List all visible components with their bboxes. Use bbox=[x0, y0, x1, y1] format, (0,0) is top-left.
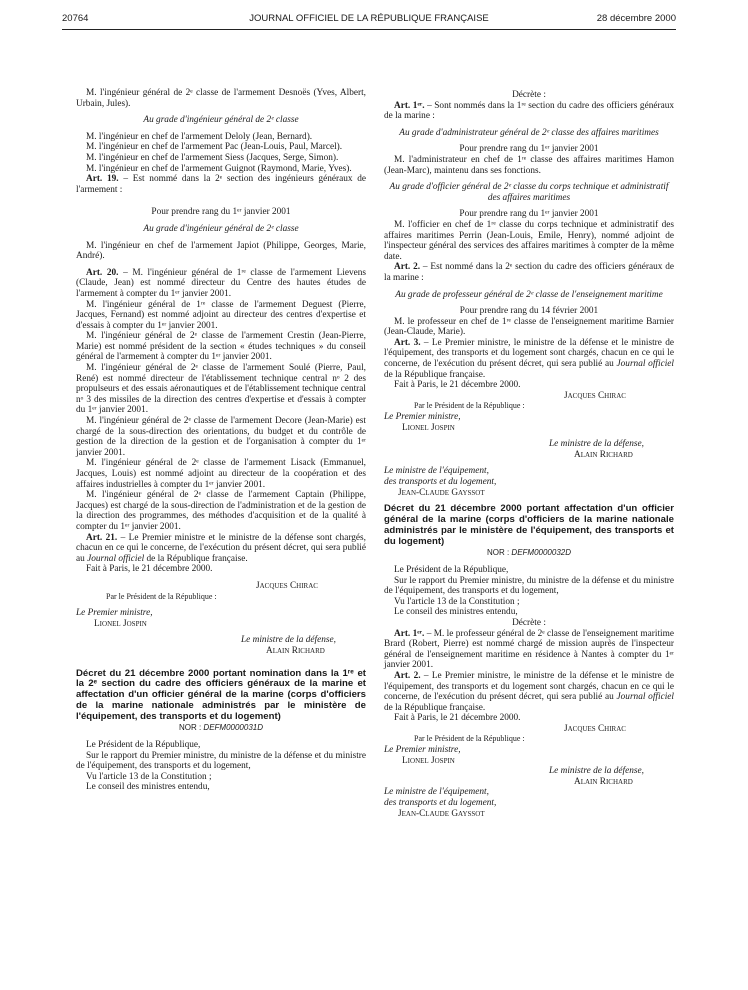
paragraph: M. l'ingénieur en chef de l'armement Siess (Jacques, Serge, Simon). bbox=[86, 152, 339, 163]
article-text: – Sont nommés dans la 1ʳᵉ section du cadre des officiers généraux de la marine : bbox=[384, 100, 674, 122]
paragraph: Sur le rapport du Premier ministre, du ministre de la défense et du ministre de l'équipement, des transports et du logement, bbox=[384, 575, 674, 597]
paragraph: Vu l'article 13 de la Constitution ; bbox=[394, 596, 520, 607]
defense-title: Le ministre de la défense, bbox=[241, 635, 336, 646]
paragraph: Le conseil des ministres entendu, bbox=[394, 607, 518, 618]
rank-date: Pour prendre rang du 14 février 2001 bbox=[459, 306, 599, 317]
equipment-title-2: des transports et du logement, bbox=[384, 477, 497, 487]
pm-title: Le Premier ministre, bbox=[76, 608, 153, 619]
equipment-title: Le ministre de l'équipement, bbox=[384, 466, 489, 477]
article-text: – M. le professeur général de 2ᵉ classe de l'enseignement maritime Brard (Robert, Pierre) est nommé chargé de mission auprès de l'inspecteur général de l'enseignement maritime en résidence à Nantes à compter du 1ᵉʳ janvier 2001. bbox=[384, 628, 674, 671]
rank-date: Pour prendre rang du 1ᵉʳ janvier 2001 bbox=[459, 209, 599, 220]
article-21 bbox=[76, 533, 366, 565]
article-label: Art. 1ᵉʳ. bbox=[394, 100, 425, 111]
defense-name: Alain Richard bbox=[266, 645, 325, 656]
defense-name: Alain Richard bbox=[574, 449, 633, 460]
paragraph: M. l'ingénieur général de 2ᵉ classe de l'armement Captain (Philippe, Jacques) est chargé de la sous-direction de l'administration et de la gestion de la direction des programmes, des méthodes d'acquisition et de la qualité à compter du 1ᵉʳ janvier 2001. bbox=[76, 490, 366, 532]
article-label: Art. 21. bbox=[86, 532, 118, 543]
header-rule bbox=[62, 29, 676, 30]
grade-heading: Au grade d'ingénieur général de 2ᵉ classe bbox=[143, 223, 299, 234]
article-text: – Le Premier ministre, le ministre de la défense et le ministre de l'équipement, des transports et du logement sont chargés, chacun en ce qui le concerne, de l'exécution du présent décret, qui sera publié au bbox=[384, 337, 674, 370]
pm-name: Lionel Jospin bbox=[402, 422, 455, 433]
pm-title: Le Premier ministre, bbox=[384, 745, 461, 756]
article-text-end: de la République française. bbox=[384, 702, 486, 713]
equipment-title-2: des transports et du logement, bbox=[384, 798, 497, 809]
article-1 bbox=[384, 101, 674, 122]
page-number: 20764 bbox=[62, 13, 89, 24]
decrete: Décrète : bbox=[512, 90, 546, 100]
paragraph: Le conseil des ministres entendu, bbox=[86, 782, 210, 793]
paragraph: Le Président de la République, bbox=[86, 740, 201, 751]
article-label: Art. 2. bbox=[394, 262, 421, 273]
rank-date: Pour prendre rang du 1ᵉʳ janvier 2001 bbox=[151, 207, 291, 218]
signed-date: Fait à Paris, le 21 décembre 2000. bbox=[86, 564, 213, 575]
article-text-end: de la République française. bbox=[384, 369, 486, 380]
paragraph: Le Président de la République, bbox=[394, 564, 509, 575]
article-label: Art. 20. bbox=[86, 267, 119, 278]
paragraph: M. l'ingénieur en chef de l'armement Deloly (Jean, Bernard). bbox=[86, 131, 313, 142]
article-2 bbox=[384, 671, 674, 713]
paragraph: M. l'ingénieur général de 2ᵉ classe de l'armement Decore (Jean-Marie) est chargé de la sous-direction des orientations, du budget et du contrôle de gestion de la direction de la gestion et de l'organisation à compter du 1ᵉʳ janvier 2001. bbox=[76, 416, 366, 458]
par-president: Par le Président de la République : bbox=[414, 734, 525, 744]
paragraph: Vu l'article 13 de la Constitution ; bbox=[86, 771, 212, 782]
article-label: Art. 3. bbox=[394, 337, 421, 348]
page-header bbox=[62, 13, 676, 27]
paragraph: M. l'ingénieur en chef de l'armement Pac (Jean-Louis, Paul, Marcel). bbox=[86, 142, 343, 153]
article-text: – Le Premier ministre et le ministre de la défense sont chargés, chacun en ce qui le concerne, de l'exécution du présent décret, qui sera publié au bbox=[76, 532, 366, 564]
right-column bbox=[384, 90, 674, 819]
article-3 bbox=[384, 338, 674, 380]
article-label: Art. 19. bbox=[86, 174, 119, 185]
article-text-end: de la République française. bbox=[144, 553, 248, 564]
nor-code: DEFM0000031D bbox=[203, 723, 264, 733]
nor-label: NOR : bbox=[486, 548, 512, 558]
defense-title: Le ministre de la défense, bbox=[549, 439, 644, 450]
paragraph: M. l'ingénieur général de 1ʳᵉ classe de l'armement Deguest (Pierre, Jacques, Fernand) est nommé adjoint au directeur des centres d'expertise et d'essais à compter du 1ᵉʳ janvier 2001. bbox=[76, 299, 366, 331]
signature-president: Jacques Chirac bbox=[564, 723, 626, 734]
left-column bbox=[76, 88, 366, 793]
grade-heading: Au grade de professeur général de 2ᵉ classe de l'enseignement maritime bbox=[395, 289, 663, 300]
signature-president: Jacques Chirac bbox=[256, 580, 318, 591]
signature-president: Jacques Chirac bbox=[564, 390, 626, 401]
nor-code: DEFM0000032D bbox=[511, 548, 572, 558]
issue-date: 28 décembre 2000 bbox=[596, 13, 676, 24]
equipment-name: Jean-Claude Gayssot bbox=[398, 808, 485, 819]
article-text: – M. l'ingénieur général de 1ʳᵉ classe de l'armement Lievens (Claude, Jean) est nommé directeur du Centre des hautes études de l'armement à compter du 1ᵉʳ janvier 2001. bbox=[76, 267, 366, 299]
paragraph: M. l'ingénieur en chef de l'armement Japiot (Philippe, Georges, Marie, André). bbox=[76, 240, 366, 262]
pm-name: Lionel Jospin bbox=[94, 618, 147, 629]
pm-name: Lionel Jospin bbox=[402, 755, 455, 766]
equipment-title: Le ministre de l'équipement, bbox=[384, 787, 489, 798]
paragraph: M. l'ingénieur général de 2ᵉ classe de l'armement Crestin (Jean-Pierre, Marie) est nommé président de la section « études techniques » du conseil général de l'armement à compter du 1ᵉʳ janvier 2001. bbox=[76, 331, 366, 363]
article-text: – Est nommé dans la 2ᵉ section des ingénieurs généraux de l'armement : bbox=[76, 174, 366, 195]
defense-name: Alain Richard bbox=[574, 776, 633, 787]
decree-title: Décret du 21 décembre 2000 portant nomination dans la 1ʳᵉ et la 2ᵉ section du cadre des officiers généraux de la marine et affectation d'un officier général de la marine (corps d'officiers de la marine nationale administrés par le ministère de l'équipement, des transports et du logement) bbox=[76, 667, 366, 722]
article-20 bbox=[76, 268, 366, 300]
par-president: Par le Président de la République : bbox=[106, 591, 217, 601]
journal-ref: Journal officiel bbox=[616, 359, 674, 370]
rank-date: Pour prendre rang du 1ᵉʳ janvier 2001 bbox=[459, 144, 599, 155]
decrete: Décrète : bbox=[512, 617, 546, 628]
grade-heading: Au grade d'administrateur général de 2ᵉ classe des affaires maritimes bbox=[399, 127, 659, 138]
journal-ref: Journal officiel bbox=[87, 553, 145, 564]
paragraph: Sur le rapport du Premier ministre, du ministre de la défense et du ministre de l'équipement, des transports et du logement, bbox=[76, 750, 366, 772]
nor-label: NOR : bbox=[178, 723, 204, 733]
paragraph: M. l'ingénieur général de 2ᵉ classe de l'armement Soulé (Pierre, Paul, René) est nommé directeur de l'établissement technique central nᵒ 2 des propulseurs et des essais aéronautiques et de l'établissement technique central nᵒ 3 des missiles de la direction des centres d'expertise et d'essais à compter du 1ᵉʳ janvier 2001. bbox=[76, 363, 366, 416]
paragraph: M. l'administrateur en chef de 1ʳᵉ classe des affaires maritimes Hamon (Jean-Marc), maintenu dans ses fonctions. bbox=[384, 154, 674, 176]
paragraph: M. l'ingénieur général de 2ᵉ classe de l'armement Lisack (Emmanuel, Jacques, Louis) est nommé adjoint au directeur de la coopération et des affaires industrielles à compter du 1ᵉʳ janvier 2001. bbox=[76, 458, 366, 490]
journal-ref: Journal officiel bbox=[616, 692, 674, 703]
article-label: Art. 1ᵉʳ. bbox=[394, 628, 425, 639]
defense-title: Le ministre de la défense, bbox=[549, 766, 644, 777]
nor-reference bbox=[384, 548, 674, 559]
article-label: Art. 2. bbox=[394, 670, 421, 681]
signed-date: Fait à Paris, le 21 décembre 2000. bbox=[394, 380, 521, 391]
decree-title: Décret du 21 décembre 2000 portant affectation d'un officier général de la marine (corps d'officiers de la marine nationale administrés par le ministère de l'équipement, des transports et du logement) bbox=[384, 503, 674, 547]
article-19 bbox=[76, 174, 366, 195]
grade-heading: Au grade d'ingénieur général de 2ᵉ classe bbox=[143, 115, 299, 126]
paragraph: M. l'ingénieur en chef de l'armement Guignot (Raymond, Marie, Yves). bbox=[86, 163, 352, 174]
equipment-name: Jean-Claude Gayssot bbox=[398, 487, 485, 498]
journal-title: JOURNAL OFFICIEL DE LA RÉPUBLIQUE FRANÇAISE bbox=[249, 13, 489, 24]
article-2 bbox=[384, 262, 674, 283]
paragraph: M. l'officier en chef de 1ʳᵉ classe du corps technique et administratif des affaires maritimes Perrin (Jean-Louis, Emile, Henry), nommé adjoint de l'inspecteur général des services des affaires maritimes à compter de la même date. bbox=[384, 219, 674, 262]
article-text: – Est nommé dans la 2ᵉ section du cadre des officiers généraux de la marine : bbox=[384, 262, 674, 283]
pm-title: Le Premier ministre, bbox=[384, 412, 461, 423]
article-text: – Le Premier ministre, le ministre de la défense et le ministre de l'équipement, des transports et du logement sont chargés, chacun en ce qui le concerne, de l'exécution du présent décret, qui sera publié au bbox=[384, 670, 674, 703]
nor-reference bbox=[76, 723, 366, 734]
paragraph: M. l'ingénieur général de 2ᵉ classe de l'armement Desnoës (Yves, Albert, Urbain, Jules). bbox=[76, 88, 366, 109]
signed-date: Fait à Paris, le 21 décembre 2000. bbox=[394, 713, 521, 724]
paragraph: M. le professeur en chef de 1ʳᵉ classe de l'enseignement maritime Barnier (Jean-Claude, Marie). bbox=[384, 316, 674, 338]
article-1 bbox=[384, 629, 674, 671]
par-president: Par le Président de la République : bbox=[414, 401, 525, 411]
grade-heading: Au grade d'officier général de 2ᵉ classe du corps technique et administratif des affaires maritimes bbox=[389, 182, 669, 203]
